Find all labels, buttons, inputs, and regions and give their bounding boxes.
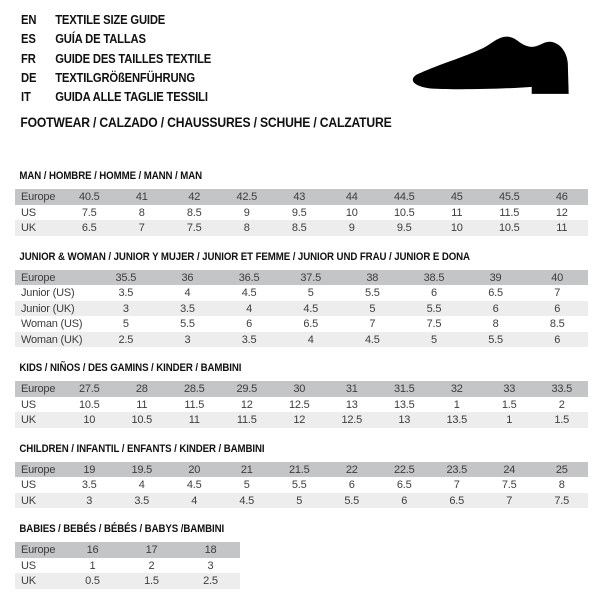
size-cell: 10.5 [131, 414, 153, 427]
table-row [15, 477, 588, 493]
size-cell: 10 [83, 414, 96, 427]
size-cell: 4.5 [186, 479, 202, 492]
size-cell: 3 [184, 333, 191, 346]
section-title: MAN / HOMBRE / HOMME / MANN / MAN [19, 170, 203, 183]
size-cell: 5 [307, 287, 314, 300]
size-cell: 9.5 [291, 206, 307, 219]
row-label: UK [21, 494, 36, 507]
size-cell: 7 [554, 287, 561, 300]
table-row [15, 542, 240, 558]
size-cell: 43 [293, 191, 306, 204]
size-cell: 10.5 [78, 398, 100, 411]
size-cell: 5 [430, 333, 437, 346]
size-cell: 27.5 [78, 383, 100, 396]
size-cell: 2 [558, 398, 565, 411]
size-cell: 13 [398, 414, 411, 427]
table-row [15, 205, 588, 221]
size-cell: 6.5 [303, 318, 319, 331]
size-cell: 3 [86, 494, 93, 507]
size-table-section [15, 362, 588, 428]
size-cell: 2.5 [118, 333, 134, 346]
size-cell: 23.5 [446, 463, 468, 476]
size-cell: 45 [450, 191, 463, 204]
size-cell: 8 [138, 206, 145, 219]
size-table [15, 542, 240, 589]
language-label: TEXTILE SIZE GUIDE [55, 13, 166, 27]
language-code: ES [21, 32, 36, 47]
size-cell: 11 [556, 222, 568, 235]
size-cell: 9.5 [396, 222, 412, 235]
size-cell: 4 [307, 333, 314, 346]
table-row [15, 301, 588, 317]
table-row [15, 397, 588, 413]
size-cell: 8 [492, 318, 499, 331]
size-cell: 4.5 [303, 302, 319, 315]
table-row [15, 573, 240, 589]
size-cell: 36 [181, 271, 194, 284]
size-cell: 9 [348, 222, 355, 235]
size-cell: 21 [240, 463, 253, 476]
size-cell: 31.5 [393, 383, 415, 396]
row-label: UK [21, 414, 36, 427]
size-cell: 3.5 [81, 479, 97, 492]
size-cell: 46 [555, 191, 568, 204]
table-row [15, 220, 588, 236]
size-cell: 3.5 [241, 333, 257, 346]
size-cell: 3.5 [118, 287, 134, 300]
size-cell: 4.5 [239, 494, 255, 507]
size-cell: 7.5 [501, 479, 517, 492]
row-label: Junior (US) [21, 287, 75, 300]
size-cell: 12.5 [288, 398, 310, 411]
size-cell: 4 [191, 494, 198, 507]
size-cell: 10 [345, 206, 358, 219]
size-table-section [15, 251, 588, 348]
size-table-section [15, 170, 588, 236]
size-cell: 7 [369, 318, 376, 331]
table-row [15, 332, 588, 348]
size-cell: 44 [345, 191, 358, 204]
table-row [15, 270, 588, 286]
size-cell: 3 [122, 302, 129, 315]
size-cell: 42.5 [236, 191, 258, 204]
size-cell: 42 [188, 191, 201, 204]
size-cell: 4.5 [241, 287, 257, 300]
size-table [15, 462, 588, 509]
size-cell: 6.5 [81, 222, 97, 235]
size-cell: 1 [506, 414, 513, 427]
size-cell: 7.5 [426, 318, 442, 331]
size-cell: 40 [551, 271, 564, 284]
size-cell: 6 [554, 302, 561, 315]
size-cell: 29.5 [236, 383, 258, 396]
table-row [15, 381, 588, 397]
size-cell: 36.5 [238, 271, 260, 284]
size-cell: 38.5 [423, 271, 445, 284]
size-cell: 6.5 [449, 494, 465, 507]
size-cell: 10.5 [498, 222, 520, 235]
size-cell: 19 [83, 463, 96, 476]
size-cell: 31 [345, 383, 358, 396]
row-label: UK [21, 575, 36, 588]
language-code: IT [21, 90, 31, 105]
size-cell: 33 [503, 383, 516, 396]
table-row [15, 493, 588, 509]
table-row [15, 316, 588, 332]
size-cell: 10.5 [393, 206, 415, 219]
size-cell: 5.5 [344, 494, 360, 507]
size-cell: 10 [450, 222, 463, 235]
size-cell: 1.5 [144, 575, 159, 588]
size-cell: 7.5 [186, 222, 202, 235]
header [15, 13, 588, 109]
size-table [15, 189, 588, 236]
size-cell: 13 [345, 398, 358, 411]
table-row [15, 412, 588, 428]
size-cell: 1 [89, 559, 96, 572]
size-table-section [15, 523, 588, 589]
size-cell: 7 [138, 222, 145, 235]
size-cell: 5 [296, 494, 303, 507]
size-cell: 16 [86, 544, 99, 557]
table-row [15, 189, 588, 205]
row-label: US [21, 559, 36, 572]
row-label: Junior (UK) [21, 302, 75, 315]
size-cell: 4 [184, 287, 191, 300]
size-cell: 5.5 [364, 287, 380, 300]
size-cell: 11 [188, 414, 200, 427]
size-cell: 28.5 [183, 383, 205, 396]
size-cell: 8.5 [549, 318, 565, 331]
size-table [15, 381, 588, 428]
size-tables [15, 170, 588, 589]
size-cell: 7 [506, 494, 513, 507]
size-cell: 7.5 [554, 494, 570, 507]
size-table [15, 270, 588, 348]
size-cell: 4.5 [364, 333, 380, 346]
size-cell: 5.5 [180, 318, 195, 331]
section-title: BABIES / BEBÉS / BÉBÉS / BABYS /BAMBINI [19, 523, 225, 536]
size-cell: 5 [369, 302, 376, 315]
row-label: Woman (US) [21, 318, 83, 331]
size-cell: 6 [246, 318, 253, 331]
size-cell: 18 [204, 544, 217, 557]
row-label: Woman (UK) [21, 333, 83, 346]
size-cell: 24 [503, 463, 516, 476]
size-cell: 1.5 [554, 414, 570, 427]
row-label: Europe [21, 191, 56, 204]
language-label: TEXTILGRÖßENFÜHRUNG [55, 70, 195, 85]
size-cell: 0.5 [85, 575, 100, 588]
size-cell: 45.5 [498, 191, 520, 204]
size-cell: 12 [293, 414, 306, 427]
size-cell: 22 [345, 463, 358, 476]
size-cell: 25 [555, 463, 568, 476]
table-row [15, 285, 588, 301]
size-cell: 3.5 [180, 302, 195, 315]
size-cell: 41 [135, 191, 148, 204]
size-cell: 2 [148, 559, 155, 572]
size-cell: 6.5 [488, 287, 503, 300]
size-cell: 5.5 [291, 479, 307, 492]
language-code: DE [21, 70, 37, 85]
row-label: Europe [21, 544, 56, 557]
size-cell: 6 [348, 479, 355, 492]
size-cell: 5 [243, 479, 250, 492]
size-cell: 8 [558, 479, 565, 492]
size-cell: 6 [430, 287, 437, 300]
size-cell: 12 [555, 206, 568, 219]
size-cell: 44.5 [393, 191, 415, 204]
size-cell: 21.5 [288, 463, 310, 476]
size-cell: 5 [122, 318, 129, 331]
size-cell: 28 [135, 383, 148, 396]
dress-shoe-icon [403, 27, 583, 115]
row-label: UK [21, 222, 36, 235]
size-cell: 6 [401, 494, 408, 507]
size-cell: 7 [453, 479, 460, 492]
size-cell: 4 [138, 479, 145, 492]
size-cell: 12.5 [341, 414, 363, 427]
size-cell: 5.5 [488, 333, 503, 346]
size-cell: 22.5 [393, 463, 415, 476]
size-cell: 7.5 [81, 206, 97, 219]
size-cell: 11.5 [184, 398, 205, 411]
size-cell: 32 [450, 383, 463, 396]
language-label: GUIDE DES TAILLES TEXTILE [55, 51, 212, 66]
size-cell: 11 [136, 398, 148, 411]
language-label: GUIDA ALLE TAGLIE TESSILI [55, 90, 208, 105]
size-cell: 1 [453, 398, 460, 411]
row-label: US [21, 206, 36, 219]
language-label: GUÍA DE TALLAS [55, 32, 146, 47]
size-cell: 8.5 [291, 222, 307, 235]
size-cell: 11 [451, 206, 463, 219]
size-cell: 5.5 [426, 302, 442, 315]
size-cell: 8 [243, 222, 250, 235]
language-code: FR [21, 51, 36, 66]
section-title: JUNIOR & WOMAN / JUNIOR Y MUJER / JUNIOR ET FEMME / JUNIOR UND FRAU / JUNIOR E DONA [19, 250, 470, 263]
section-title: KIDS / NIÑOS / DES GAMINS / KINDER / BAMBINI [19, 362, 242, 375]
row-label: US [21, 398, 36, 411]
language-code: EN [21, 13, 37, 27]
size-cell: 1.5 [501, 398, 517, 411]
size-cell: 12 [240, 398, 253, 411]
category-title: FOOTWEAR / CALZADO / CHAUSSURES / SCHUHE / CALZATURE [20, 115, 392, 131]
section-title: CHILDREN / INFANTIL / ENFANTS / KINDER / BAMBINI [19, 442, 265, 455]
size-cell: 40.5 [78, 191, 100, 204]
size-cell: 6 [492, 302, 499, 315]
size-cell: 13.5 [446, 414, 468, 427]
size-cell: 6.5 [396, 479, 412, 492]
size-cell: 8.5 [186, 206, 202, 219]
size-table-section [15, 443, 588, 509]
table-row [15, 462, 588, 478]
size-cell: 39 [489, 271, 502, 284]
size-cell: 11.5 [499, 206, 520, 219]
size-cell: 20 [188, 463, 201, 476]
row-label: Europe [21, 383, 56, 396]
size-cell: 9 [243, 206, 250, 219]
row-label: US [21, 479, 36, 492]
table-row [15, 558, 240, 574]
size-cell: 30 [293, 383, 306, 396]
size-cell: 2.5 [203, 575, 218, 588]
size-cell: 11.5 [236, 414, 257, 427]
size-cell: 35.5 [115, 271, 137, 284]
size-cell: 6 [554, 333, 561, 346]
size-cell: 19.5 [131, 463, 153, 476]
size-cell: 33.5 [551, 383, 573, 396]
size-cell: 3 [207, 559, 214, 572]
size-cell: 37.5 [300, 271, 321, 284]
size-cell: 4 [246, 302, 253, 315]
size-cell: 13.5 [393, 398, 415, 411]
row-label: Europe [21, 271, 56, 284]
size-cell: 38 [366, 271, 379, 284]
size-cell: 17 [145, 544, 158, 557]
size-cell: 3.5 [134, 494, 150, 507]
row-label: Europe [21, 463, 56, 476]
